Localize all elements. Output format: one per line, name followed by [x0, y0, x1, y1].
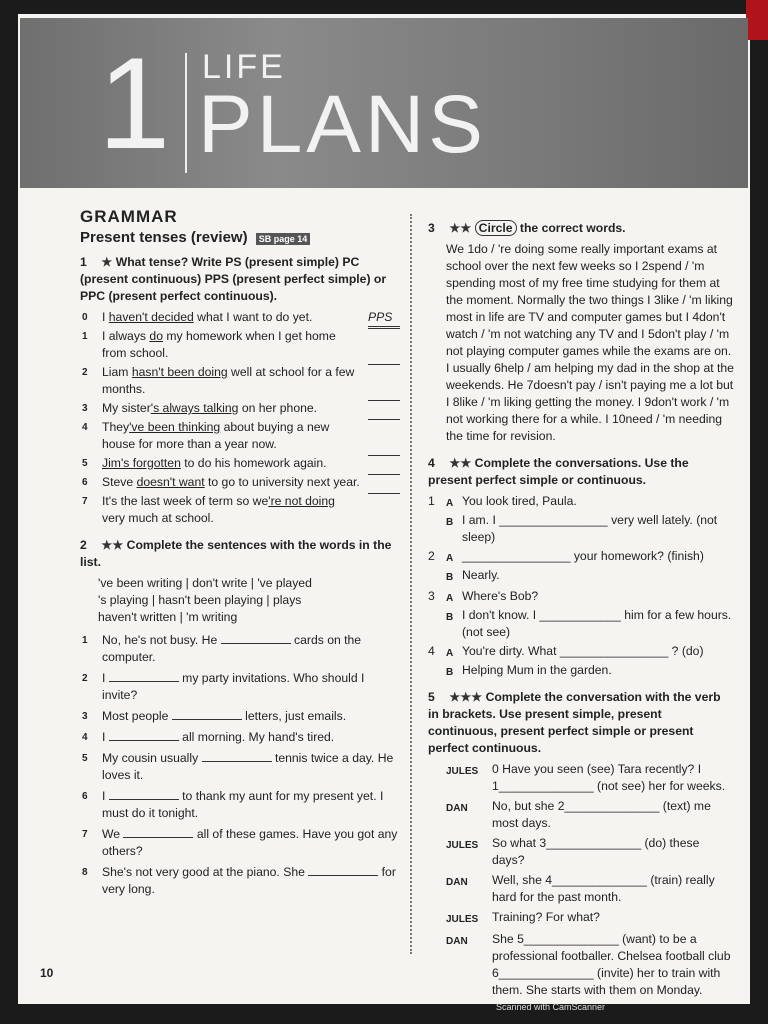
speaker-label: A — [446, 593, 454, 604]
speaker-label: JULES — [446, 914, 479, 925]
answer-blank: PPS — [368, 309, 400, 327]
answer-blank — [368, 400, 400, 401]
answer-blank — [221, 643, 291, 644]
answer-blank — [368, 474, 400, 475]
spacer — [428, 607, 446, 641]
exercise-instruction: Complete the conversation with the verb in brackets. Use present simple, present continuous, present perfect simple or present perfect continuous. — [428, 690, 721, 755]
exercise-4-title — [428, 455, 734, 489]
list-item — [80, 493, 400, 527]
answer-blank — [368, 419, 400, 420]
answer-blank — [368, 364, 400, 365]
speaker-label: A — [446, 648, 454, 659]
item-number: 2 — [428, 549, 435, 563]
item-text-post: to thank my aunt for my present yet. I must do it tonight. — [102, 789, 384, 820]
page-number: 10 — [40, 966, 54, 980]
item-number: 1 — [428, 494, 435, 508]
difficulty-stars: ★★ — [101, 538, 124, 552]
item-text-post: all of these games. Have you got any others? — [102, 827, 398, 858]
answer-blank — [368, 493, 400, 494]
difficulty-stars: ★ — [101, 255, 113, 269]
sb-page-badge: SB page 14 — [256, 233, 311, 245]
difficulty-stars: ★★ — [449, 456, 472, 470]
unit-banner — [20, 18, 748, 188]
item-number: 4 — [82, 732, 88, 743]
unit-number: 1 — [98, 30, 171, 176]
left-column — [80, 208, 400, 902]
dialogue-line: You look tired, Paula. — [462, 494, 577, 508]
dialogue-line: Nearly. — [462, 568, 500, 582]
speaker-label: B — [446, 612, 454, 623]
item-number: 7 — [82, 829, 88, 840]
answer-blank — [109, 681, 179, 682]
list-item — [80, 708, 400, 725]
exercise-3-title — [428, 220, 734, 237]
word-list — [98, 575, 400, 626]
item-text-post: what I want to do yet. — [193, 310, 313, 324]
item-number: 4 — [428, 644, 435, 658]
item-text-pre: Steve — [102, 475, 137, 489]
item-number: 3 — [428, 589, 435, 603]
item-number: 7 — [82, 496, 88, 507]
item-text-post: my party invitations. Who should I invite? — [102, 671, 365, 702]
unit-title-big: PLANS — [198, 79, 487, 170]
difficulty-stars: ★★ — [449, 221, 472, 235]
exercise-number: 4 — [428, 456, 435, 470]
item-text-post: to do his homework again. — [180, 456, 327, 470]
word-list-line: 've been writing | don't write | 've played — [98, 576, 312, 590]
item-underlined-verb: haven't decided — [108, 310, 194, 324]
answer-blank — [368, 328, 400, 329]
scanner-watermark: Scanned with CamScanner — [496, 1002, 606, 1012]
item-text-post: for very long. — [102, 865, 396, 896]
item-text-pre: They — [102, 420, 130, 434]
list-item — [80, 474, 400, 491]
item-number: 8 — [82, 867, 88, 878]
answer-blank — [308, 875, 378, 876]
item-text-pre: It's the last week of term so we — [102, 494, 269, 508]
answer-blank — [368, 455, 400, 456]
conversation — [428, 643, 734, 681]
exercise-1-items — [80, 309, 400, 527]
exercise-number: 5 — [428, 690, 435, 704]
list-item — [80, 364, 400, 398]
item-text-post: tennis twice a day. He loves it. — [102, 751, 394, 782]
item-text-post: letters, just emails. — [241, 709, 347, 723]
item-text-pre: She's not very good at the piano. She — [102, 865, 309, 879]
item-text-pre: My cousin usually — [102, 751, 202, 765]
exercise-number: 3 — [428, 221, 435, 235]
exercise-2-title — [80, 537, 400, 571]
exercise-instruction: Complete the conversations. Use the present perfect simple or continuous. — [428, 456, 689, 487]
speaker-label: B — [446, 517, 454, 528]
item-text-post: very much at school. — [102, 511, 214, 525]
answer-blank — [172, 719, 242, 720]
dialogue-line: Well, she 4______________ (train) really hard for the past month. — [492, 873, 715, 904]
list-item — [80, 455, 400, 472]
answer-blank — [109, 799, 179, 800]
item-number: 6 — [82, 477, 88, 488]
grammar-subheading — [80, 229, 400, 248]
list-item — [80, 309, 400, 326]
red-edge — [746, 0, 768, 40]
item-text-pre: No, he's not busy. He — [102, 633, 221, 647]
item-number: 0 — [82, 312, 88, 323]
item-text-post: my homework when I get home from school. — [102, 329, 336, 360]
list-item — [80, 826, 400, 860]
item-number: 2 — [82, 673, 88, 684]
right-column — [428, 214, 734, 999]
list-item — [80, 400, 400, 417]
exercise-number: 1 — [80, 255, 87, 269]
item-underlined-verb: 've been thinking — [129, 420, 221, 434]
list-item — [80, 750, 400, 784]
item-number: 4 — [82, 422, 88, 433]
banner-divider — [185, 53, 187, 173]
list-item — [80, 788, 400, 822]
list-item — [80, 632, 400, 666]
exercise-number: 2 — [80, 538, 87, 552]
spacer — [428, 662, 446, 681]
answer-blank — [123, 837, 193, 838]
speaker-label: DAN — [446, 936, 468, 947]
item-number: 3 — [82, 711, 88, 722]
word-list-line: haven't written | 'm writing — [98, 610, 238, 624]
answer-blank — [202, 761, 272, 762]
item-text-pre: I always — [102, 329, 150, 343]
item-text-pre: My sister — [102, 401, 151, 415]
speaker-label: JULES — [446, 840, 479, 851]
speaker-label: A — [446, 498, 454, 509]
spacer — [428, 567, 446, 586]
speaker-label: B — [446, 667, 454, 678]
dialogue-line: 0 Have you seen (see) Tara recently? I 1______________ (not see) her for weeks. — [492, 762, 726, 793]
speaker-label: B — [446, 572, 454, 583]
dialogue-line: No, but she 2______________ (text) me most days. — [492, 799, 711, 830]
item-underlined-verb: Jim's forgotten — [102, 456, 181, 470]
item-text-pre: Most people — [102, 709, 172, 723]
list-item — [80, 670, 400, 704]
item-underlined-verb: 's always talking — [150, 401, 239, 415]
speaker-label: DAN — [446, 803, 468, 814]
dialogue-line: You're dirty. What ________________ ? (do) — [462, 644, 704, 658]
item-text-post: cards on the computer. — [102, 633, 362, 664]
item-text-post: to go to university next year. — [204, 475, 360, 489]
item-text-pre: I — [102, 310, 109, 324]
column-divider — [410, 214, 412, 954]
dialogue-line: Training? For what? — [492, 910, 600, 924]
grammar-heading: GRAMMAR — [80, 207, 178, 226]
list-item — [80, 419, 400, 453]
exercise-4-items — [428, 493, 734, 681]
exercise-3-text: We 1do / 're doing some really important exams at school over the next few weeks so I 2spend / 'm spending most of my free time studying for them at the moment. Normally the two things I 3like / 'm liking most in life are TV and computer games but I 4don't watch / 'm not watching any TV and I 5don't play / 'm not playing computer games while the exams are on. I usually 6help / am helping my dad in the shop at the weekends. He 7doesn't pay / isn't paying me a lot but I 8like / 'm liking getting the money. I 9don't work / 'm not working there for a while. I 10need / 'm needing the time for revision. — [446, 242, 734, 443]
dialogue-line: Where's Bob? — [462, 589, 539, 603]
item-text-pre: I — [102, 730, 109, 744]
item-number: 1 — [82, 635, 88, 646]
word-list-line: 's playing | hasn't been playing | plays — [98, 593, 302, 607]
exercise-instruction: What tense? Write PS (present simple) PC (present continuous) PPS (present perfect simple) or PPC (present perfect continuous). — [80, 255, 387, 303]
answer-blank — [109, 740, 179, 741]
list-item — [80, 328, 400, 362]
item-text-pre: I — [102, 671, 109, 685]
exercise-1-title — [80, 254, 400, 305]
item-underlined-verb: 're not doing — [268, 494, 335, 508]
item-underlined-verb: hasn't been doing — [131, 365, 228, 379]
item-underlined-verb: doesn't want — [136, 475, 205, 489]
dialogue-line: Helping Mum in the garden. — [462, 663, 612, 677]
item-number: 5 — [82, 753, 88, 764]
item-underlined-verb: do — [149, 329, 163, 343]
dialogue-line: I don't know. I ____________ him for a few hours. (not see) — [462, 608, 732, 639]
dialogue-line: I am. I ________________ very well lately. (not sleep) — [462, 513, 718, 544]
dialogue-line: She 5______________ (want) to be a professional footballer. Chelsea football club 6______________ (invite) her to train with them. She starts with them on Monday. — [492, 932, 731, 997]
speaker-label: JULES — [446, 766, 479, 777]
conversation — [428, 548, 734, 586]
speaker-label: A — [446, 553, 454, 564]
list-item — [80, 864, 400, 898]
item-text-post: about buying a new house for more than a year now. — [102, 420, 330, 451]
speaker-label: DAN — [446, 877, 468, 888]
item-number: 2 — [82, 367, 88, 378]
subheading-text: Present tenses (review) — [80, 229, 248, 246]
item-number: 1 — [82, 331, 88, 342]
item-number: 5 — [82, 458, 88, 469]
exercise-2-items — [80, 632, 400, 898]
exercise-5-title — [428, 689, 734, 757]
item-text-post: well at school for a few months. — [102, 365, 355, 396]
item-number: 6 — [82, 791, 88, 802]
exercise-instruction: Complete the sentences with the words in the list. — [80, 538, 392, 569]
item-text-pre: We — [102, 827, 124, 841]
exercise-5-dialogue — [446, 761, 734, 999]
difficulty-stars: ★★★ — [449, 690, 483, 704]
list-item — [80, 729, 400, 746]
unit-title-small: LIFE — [202, 48, 286, 86]
item-text-pre: I — [102, 789, 109, 803]
spacer — [428, 512, 446, 546]
item-text-post: all morning. My hand's tired. — [178, 730, 335, 744]
item-number: 3 — [82, 403, 88, 414]
item-text-pre: Liam — [102, 365, 132, 379]
dialogue-line: ________________ your homework? (finish) — [462, 549, 704, 563]
item-text-post: on her phone. — [238, 401, 318, 415]
exercise-instruction: the correct words. — [516, 221, 626, 235]
conversation — [428, 588, 734, 641]
dialogue-line: So what 3______________ (do) these days? — [492, 836, 700, 867]
conversation — [428, 493, 734, 546]
circle-word: Circle — [475, 220, 517, 236]
